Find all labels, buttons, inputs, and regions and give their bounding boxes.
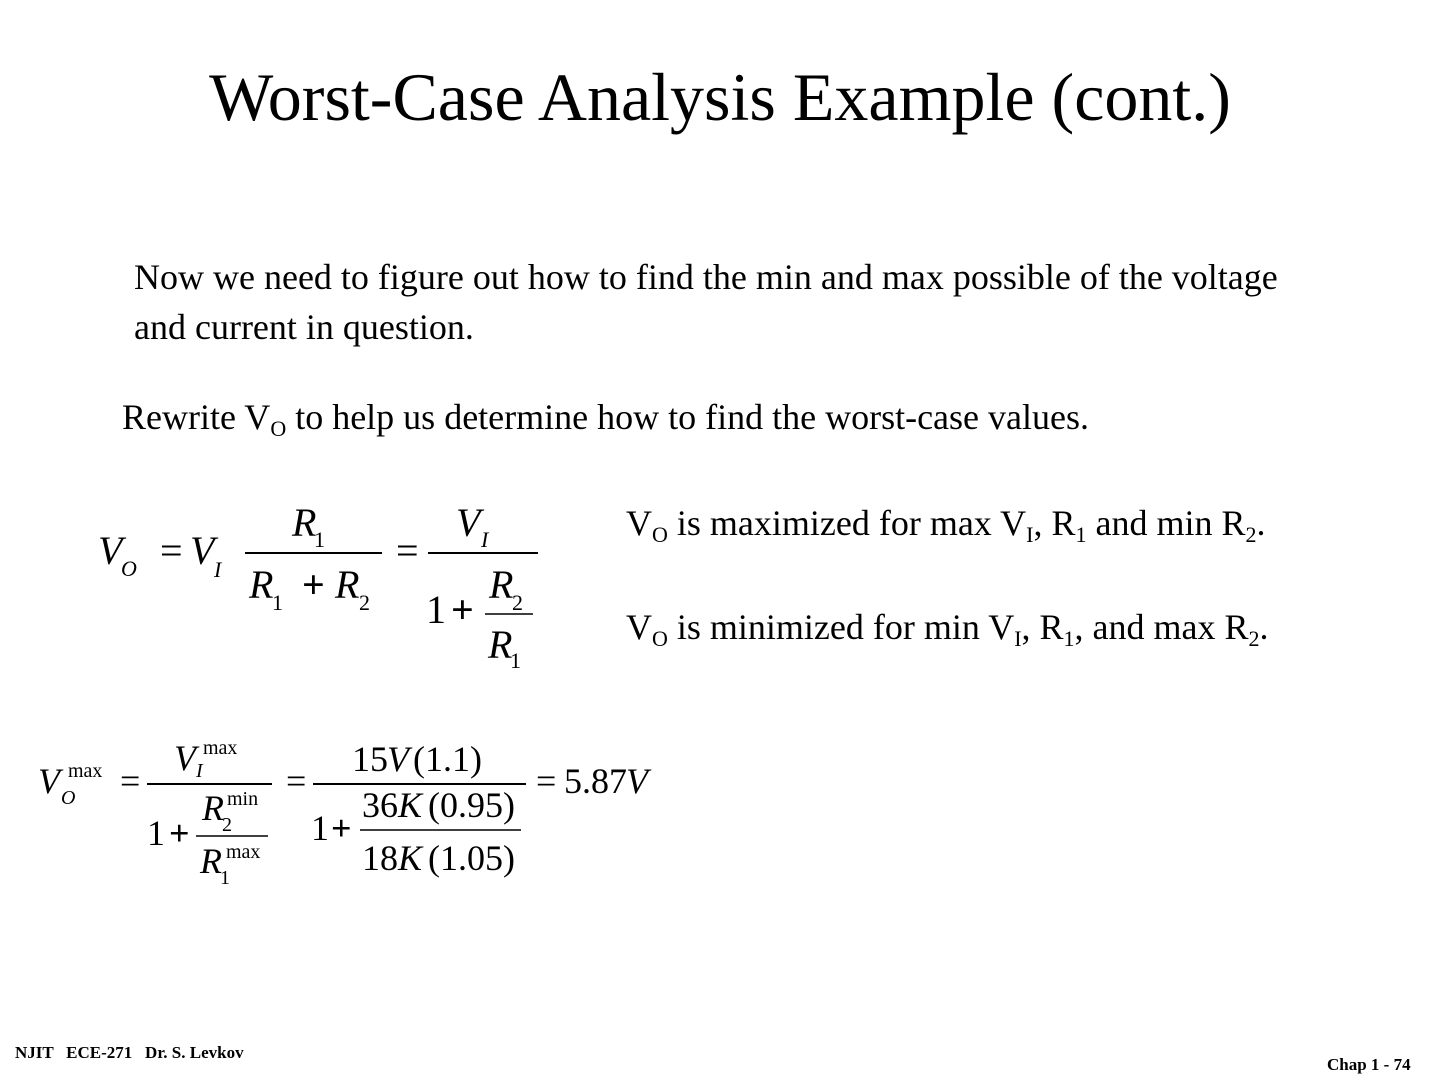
svg-text:R: R bbox=[200, 841, 222, 881]
svg-text:=: = bbox=[286, 761, 307, 801]
svg-text:max: max bbox=[68, 760, 103, 782]
svg-text:+: + bbox=[302, 562, 325, 607]
svg-text:O: O bbox=[121, 556, 137, 581]
vi-symbol: V bbox=[190, 528, 215, 573]
svg-text:+: + bbox=[169, 813, 190, 853]
svg-text:=: = bbox=[160, 528, 183, 573]
svg-text:R: R bbox=[335, 562, 360, 607]
svg-text:+: + bbox=[331, 808, 352, 848]
svg-text:V: V bbox=[626, 761, 648, 801]
svg-text:2: 2 bbox=[222, 814, 232, 836]
svg-text:K: K bbox=[398, 838, 423, 878]
svg-text:I: I bbox=[214, 557, 222, 582]
svg-text:1: 1 bbox=[147, 813, 165, 853]
footer-page-number: Chap 1 - 74 bbox=[1327, 1055, 1411, 1074]
svg-text:I: I bbox=[481, 527, 489, 552]
svg-text:R: R bbox=[489, 562, 514, 607]
svg-text:V: V bbox=[174, 738, 196, 778]
svg-text:V: V bbox=[387, 739, 409, 779]
svg-text:=: = bbox=[396, 528, 419, 573]
svg-text:=: = bbox=[536, 761, 557, 801]
svg-text:1: 1 bbox=[314, 527, 325, 552]
svg-text:1: 1 bbox=[426, 587, 446, 632]
vo-symbol: V bbox=[98, 528, 123, 573]
svg-text:18: 18 bbox=[362, 838, 398, 878]
svg-text:=: = bbox=[120, 761, 141, 801]
intro-paragraph: Now we need to figure out how to find the min and max possible of the voltage and current in question. bbox=[134, 257, 1278, 347]
svg-text:V: V bbox=[456, 500, 481, 545]
svg-text:36: 36 bbox=[362, 785, 398, 825]
minimized-condition: $V_O$ is minimized for $\min V_I$, $R_1$, and $\max R_2$. bbox=[626, 607, 1269, 651]
svg-text:O: O bbox=[61, 787, 76, 809]
svg-text:2: 2 bbox=[359, 590, 370, 615]
svg-text:(1.05): (1.05) bbox=[428, 838, 515, 878]
maximized-condition: $V_O$ is maximized for $\max V_I$, $R_1$ and $\min R_2$. bbox=[626, 503, 1266, 547]
svg-text:1: 1 bbox=[311, 808, 329, 848]
svg-text:+: + bbox=[451, 587, 474, 632]
svg-text:R: R bbox=[202, 788, 224, 828]
svg-text:K: K bbox=[398, 785, 423, 825]
svg-text:V: V bbox=[38, 761, 60, 801]
svg-text:I: I bbox=[196, 760, 203, 782]
svg-text:(1.1): (1.1) bbox=[413, 739, 482, 779]
slide-title: Worst-Case Analysis Example (cont.) bbox=[209, 59, 1231, 135]
svg-text:1: 1 bbox=[272, 590, 283, 615]
svg-text:1: 1 bbox=[510, 648, 521, 673]
svg-text:R: R bbox=[292, 500, 317, 545]
svg-text:1: 1 bbox=[220, 867, 230, 889]
svg-text:R: R bbox=[249, 562, 274, 607]
svg-text:min: min bbox=[227, 788, 259, 810]
footer-course-info: NJIT ECE-271 Dr. S. Levkov bbox=[15, 1043, 244, 1062]
rewrite-statement: Rewrite $V_O$ to help us determine how to find the worst-case values. bbox=[122, 397, 1089, 441]
svg-text:(0.95): (0.95) bbox=[428, 785, 515, 825]
svg-text:2: 2 bbox=[512, 590, 523, 615]
svg-text:15: 15 bbox=[352, 739, 388, 779]
svg-text:max: max bbox=[203, 737, 238, 759]
svg-text:max: max bbox=[226, 841, 261, 863]
svg-text:R: R bbox=[488, 622, 513, 667]
result-value: 5.87 bbox=[564, 761, 627, 801]
